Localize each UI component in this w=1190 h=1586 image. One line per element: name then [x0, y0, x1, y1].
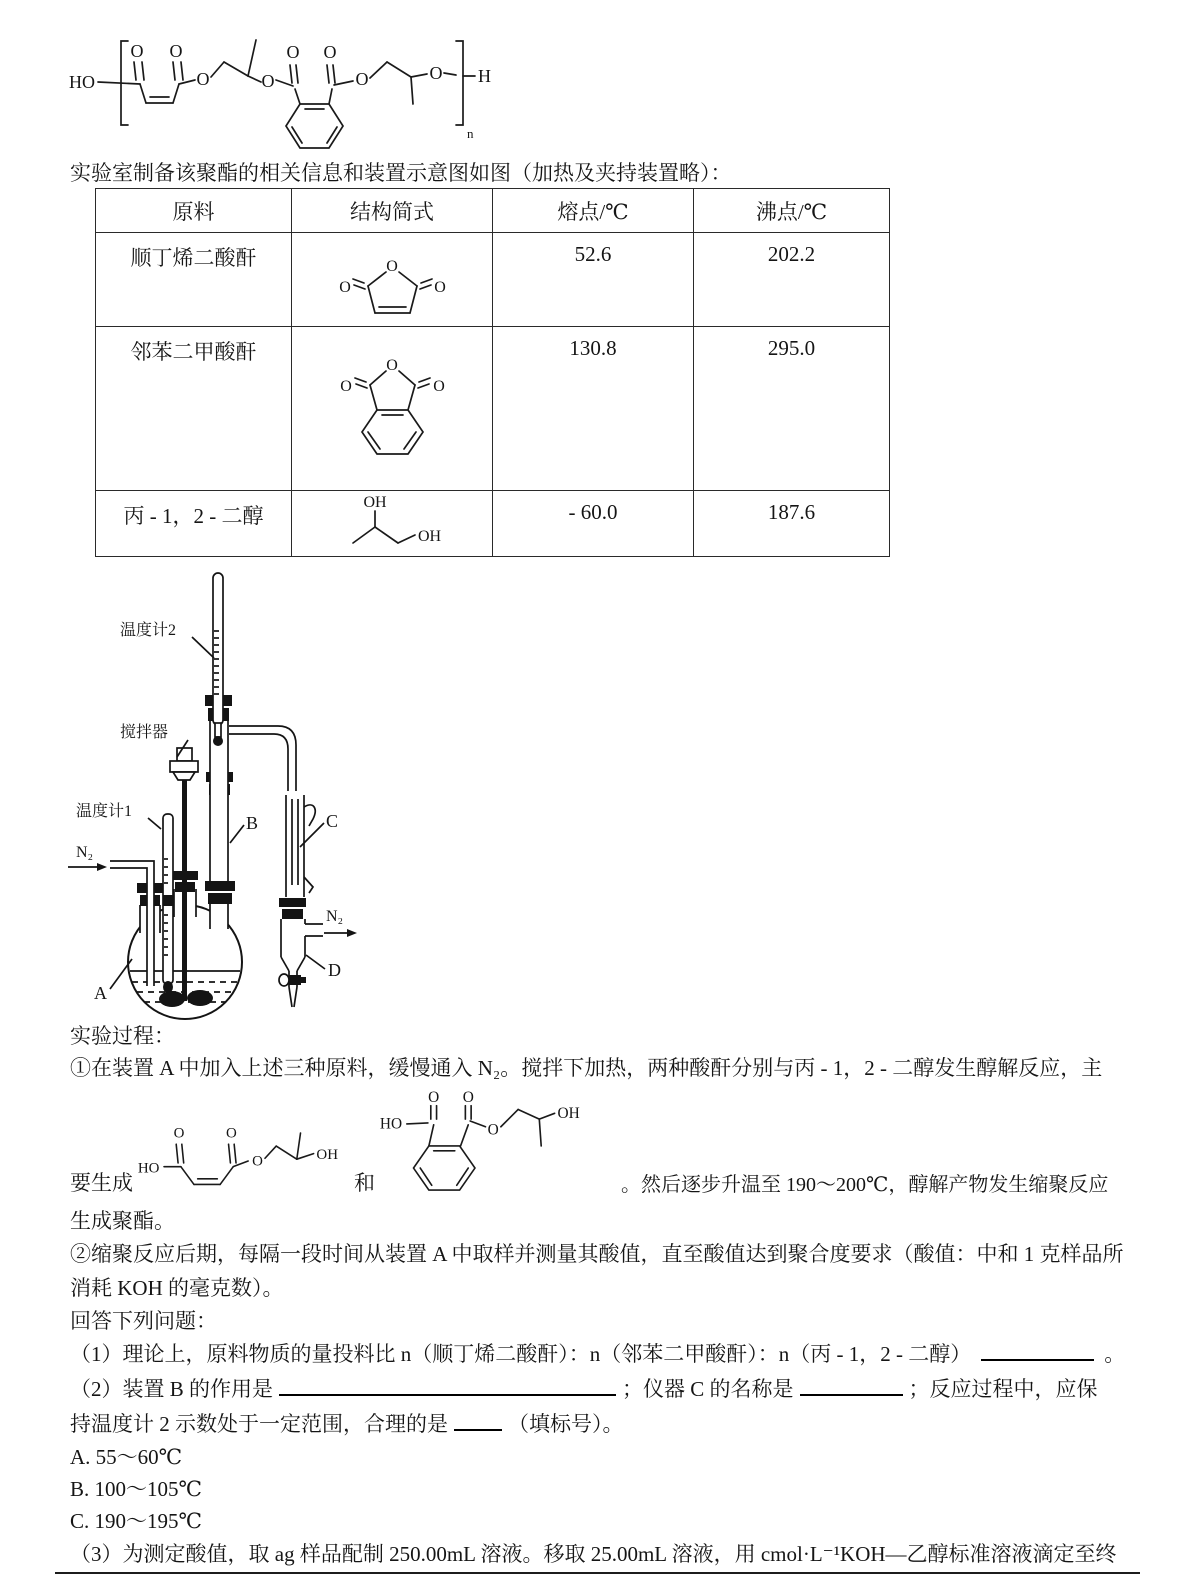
option-b: B. 100～105℃	[70, 1477, 202, 1501]
products-suffix: 。然后逐步升温至 190～200℃，醇解产物发生缩聚反应	[621, 1174, 1109, 1196]
hydroxyl: OH	[557, 1105, 580, 1123]
questions-lead: 回答下列问题：	[70, 1309, 217, 1333]
condenser-hook	[304, 805, 315, 826]
n2-out-label: N₂	[326, 908, 344, 925]
ester-o: O	[196, 69, 210, 89]
stirrer-paddle	[159, 991, 185, 1007]
answer-blank	[279, 1380, 616, 1396]
answer-blank	[800, 1380, 903, 1396]
stopcock	[279, 974, 289, 986]
ester-o: O	[429, 63, 443, 83]
q2-line2-end: （填标号）。	[508, 1412, 624, 1436]
carbonyl-o: O	[225, 1125, 237, 1142]
carbonyl-o: O	[433, 279, 446, 296]
answer-blank	[981, 1345, 1094, 1361]
thermometer1-label: 温度计1	[76, 803, 133, 820]
col-header-material: 原料	[96, 189, 292, 233]
materials-table	[95, 188, 890, 557]
material-name-cell: 丙 - 1，2 - 二醇	[96, 491, 292, 557]
table-row	[96, 491, 890, 557]
benzene-ring	[414, 1146, 475, 1190]
carbonyl-o: O	[428, 1088, 440, 1106]
q1-text: （1）理论上，原料物质的量投料比 n（顺丁烯二酸酐）：n（邻苯二甲酸酐）：n（丙 - 1，2 - 二醇）	[70, 1342, 972, 1366]
q1-end: 。	[1104, 1342, 1126, 1366]
subscript-n: n	[467, 126, 474, 141]
ester-o: O	[261, 71, 275, 91]
carbonyl-o: O	[433, 378, 445, 395]
maleate-half-ester-structure	[136, 1090, 351, 1205]
carbonyl-o: O	[338, 279, 351, 296]
hydroxyl: OH	[316, 1147, 338, 1164]
apparatus-diagram	[60, 559, 440, 1021]
phthalate-half-ester-structure	[378, 1085, 618, 1205]
material-name-cell: 邻苯二甲酸酐	[96, 327, 292, 491]
table-row	[96, 233, 890, 327]
carbonyl-o: O	[462, 1088, 474, 1106]
structure-cell	[292, 491, 493, 557]
products-prefix: 要生成	[70, 1171, 133, 1195]
page-bottom-rule	[55, 1572, 1140, 1574]
polyester-structure	[65, 24, 515, 156]
boiling-cell: 295.0	[694, 327, 890, 491]
ester-o: O	[252, 1153, 263, 1170]
q2-line2-text: 持温度计 2 示数处于一定范围，合理的是	[70, 1412, 448, 1436]
thermometer-2	[213, 573, 223, 746]
ho-label: HO	[137, 1160, 160, 1177]
material-name-cell: 顺丁烯二酸酐	[96, 233, 292, 327]
table-row	[96, 327, 890, 491]
hydroxyl: OH	[417, 528, 441, 545]
products-tail: 生成聚酯。	[70, 1209, 175, 1233]
stirrer-shaft	[182, 780, 187, 1001]
label-a: A	[94, 983, 107, 1003]
label-d: D	[328, 960, 341, 980]
ring-o: O	[386, 357, 398, 374]
label-c: C	[326, 811, 339, 831]
arrow-right-icon	[347, 929, 357, 937]
hydroxyl: OH	[362, 494, 387, 511]
question-1	[70, 1337, 1126, 1372]
stirrer-label: 搅拌器	[120, 724, 169, 741]
question-2-line1	[70, 1372, 1115, 1407]
melting-cell: - 60.0	[493, 491, 694, 557]
option-a: A. 55～60℃	[70, 1445, 183, 1469]
label-b: B	[246, 813, 259, 833]
procedure-step2-line1: ②缩聚反应后期，每隔一段时间从装置 A 中取样并测量其酸值，直至酸值达到聚合度要求（酸值：中和 1 克样品所	[70, 1242, 1124, 1266]
option-c: C. 190～195℃	[70, 1509, 202, 1533]
col-header-boiling: 沸点/℃	[694, 189, 890, 233]
propanediol-structure	[335, 493, 450, 555]
boiling-cell: 187.6	[694, 491, 890, 557]
col-header-melting: 熔点/℃	[493, 189, 694, 233]
procedure-step2-line2: 消耗 KOH 的毫克数）。	[70, 1276, 284, 1300]
h-label: H	[478, 66, 491, 86]
question-3: （3）为测定酸值，取 ag 样品配制 250.00mL 溶液。移取 25.00mL 溶液，用 cmol·L⁻¹KOH—乙醇标准溶液滴定至终	[70, 1542, 1117, 1566]
table-header-row	[96, 189, 890, 233]
procedure-title: 实验过程：	[70, 1024, 175, 1048]
carbonyl-o: O	[340, 378, 352, 395]
col-header-structure: 结构简式	[292, 189, 493, 233]
boiling-cell: 202.2	[694, 233, 890, 327]
benzene-ring	[362, 410, 423, 454]
benzene-ring	[286, 104, 343, 148]
structure-cell	[292, 233, 493, 327]
question-2-line2	[70, 1407, 1115, 1441]
procedure-step1: ①在装置 A 中加入上述三种原料，缓慢通入 N₂。搅拌下加热，两种酸酐分别与丙 - 1，2 - 二醇发生醇解反应，主	[70, 1056, 1103, 1080]
intro-caption: 实验室制备该聚酯的相关信息和装置示意图如图（加热及夹持装置略）：	[70, 161, 732, 185]
n2-in-label: N₂	[76, 844, 94, 861]
q2-part2: ；仪器 C 的名称是	[622, 1377, 794, 1401]
ester-o: O	[487, 1121, 499, 1139]
q2-part1: （2）装置 B 的作用是	[70, 1377, 274, 1401]
products-conjunction: 和	[354, 1171, 375, 1195]
melting-cell: 130.8	[493, 327, 694, 491]
thermometer2-label: 温度计2	[120, 622, 177, 639]
carbonyl-o: O	[169, 41, 183, 61]
ring-o: O	[385, 258, 398, 275]
side-arm	[229, 726, 296, 791]
bracket-close	[456, 41, 463, 125]
structure-cell	[292, 327, 493, 491]
ho-label: HO	[379, 1115, 403, 1133]
thermometer-1	[163, 814, 173, 993]
q2-part3: ；反应过程中，应保	[908, 1377, 1098, 1401]
melting-cell: 52.6	[493, 233, 694, 327]
carbonyl-o: O	[286, 42, 300, 62]
condenser-spur	[304, 877, 313, 893]
carbonyl-o: O	[323, 42, 337, 62]
alcoholysis-products-row	[70, 1085, 1115, 1205]
stirrer-paddle	[187, 990, 213, 1006]
arrow-right-icon	[97, 863, 107, 871]
ho-label: HO	[69, 72, 95, 92]
answer-blank	[454, 1415, 502, 1431]
ester-o: O	[355, 69, 369, 89]
carbonyl-o: O	[130, 41, 144, 61]
phthalic-anhydride-structure	[333, 355, 451, 467]
carbonyl-o: O	[173, 1125, 185, 1142]
maleic-anhydride-structure	[335, 255, 450, 323]
